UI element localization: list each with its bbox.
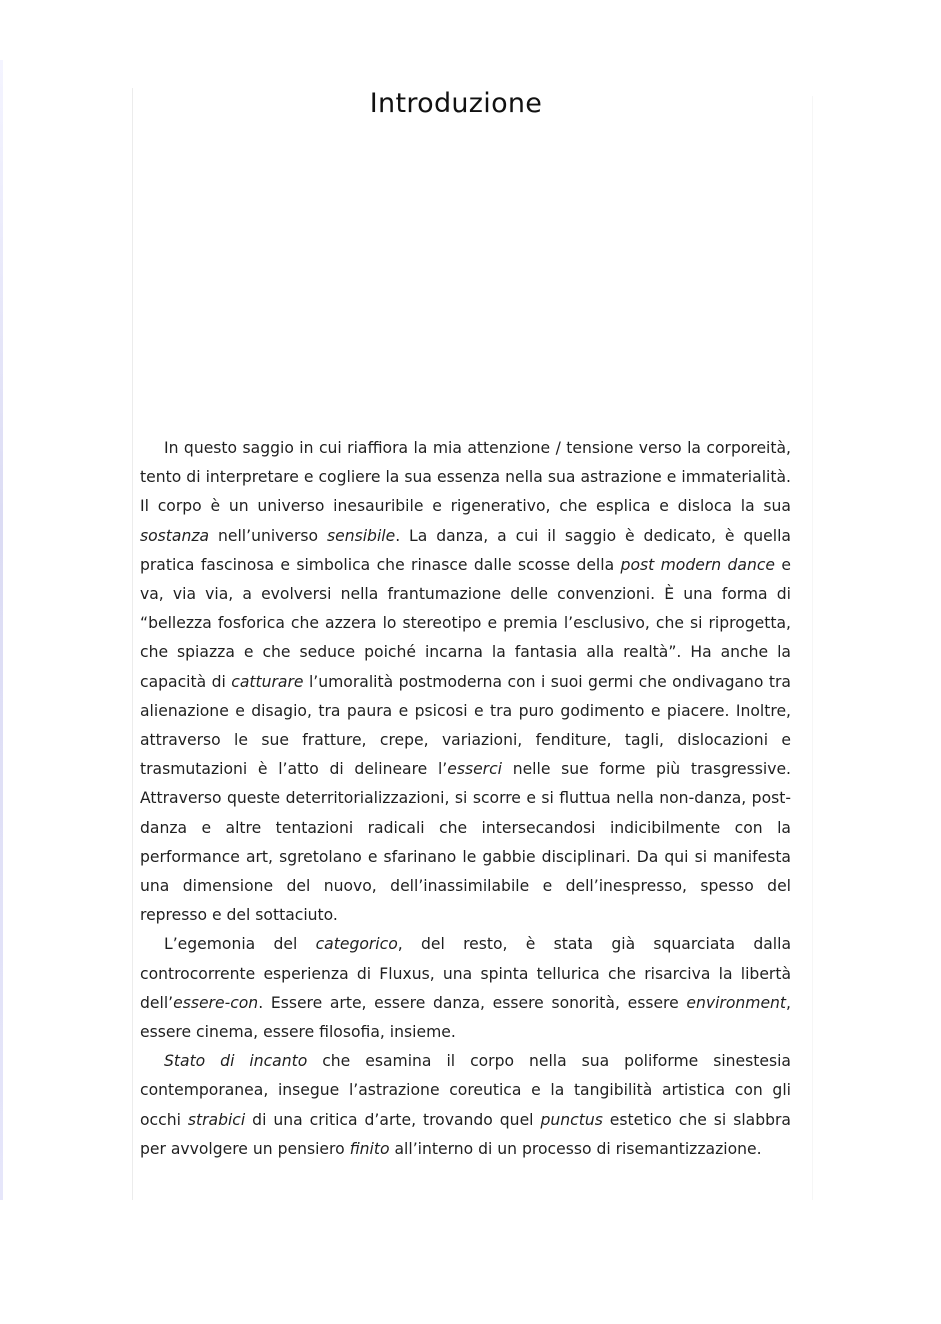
italic-run: categorico	[315, 935, 398, 954]
italic-run: catturare	[231, 672, 304, 691]
italic-run: essere-con	[173, 993, 259, 1012]
text-run: di una critica d’arte, trovando quel	[245, 1110, 541, 1129]
italic-run: post modern dance	[620, 555, 776, 574]
italic-run: sensibile	[326, 526, 396, 545]
page-left-edge	[0, 60, 3, 1200]
text-run: . La danza, a cui il saggio è dedicato, è quella pratica fascinosa e simbolica che rinasce dalle scosse della	[140, 526, 791, 574]
text-run: che esamina il corpo nella sua poliforme sinestesia contemporanea, insegue l’astrazione coreutica e la tangibilità artistica con gli occhi	[140, 1052, 791, 1129]
italic-run: environment	[686, 993, 787, 1012]
text-run: , essere cinema, essere filosofia, insieme.	[140, 993, 791, 1042]
italic-run: sostanza	[140, 526, 210, 545]
text-run: estetico che si slabbra per avvolgere un pensiero	[140, 1110, 791, 1158]
text-run: e va, via via, a evolversi nella frantumazione delle convenzioni. È una forma di “bellezza fosforica che azzera lo stereotipo e premia l’esclusivo, che si riprogetta, che spiazza e che seduce poiché incarna la fantasia alla realtà”. Ha anche la capacità di	[140, 555, 791, 691]
italic-run: punctus	[540, 1110, 603, 1129]
body-text	[140, 434, 791, 1164]
text-run: . Essere arte, essere danza, essere sonorità, essere	[258, 993, 687, 1012]
text-run: all’interno di un processo di risemantizzazione.	[389, 1139, 762, 1158]
page-margin-rule	[132, 88, 133, 1200]
paragraph	[140, 1047, 791, 1164]
italic-run: esserci	[447, 760, 503, 779]
paragraph	[140, 434, 791, 930]
page-title: Introduzione	[369, 88, 543, 119]
text-run: l’umoralità postmoderna con i suoi germi che ondivagano tra alienazione e disagio, tra paura e psicosi e tra puro godimento e piacere. Inoltre, attraverso le sue fratture, crepe, variazioni, fenditure, tagli, dislocazioni e trasmutazioni è l’atto di delineare l’	[140, 672, 791, 779]
text-run: nelle sue forme più trasgressive. Attraverso queste deterritorializzazioni, si scorre e si fluttua nella non-danza, post-danza e altre tentazioni radicali che intersecandosi indicibilmente con la performance art, sgretolano e sfarinano le gabbie disciplinari. Da qui si manifesta una dimensione del nuovo, dell’inassimilabile e dell’inespresso, spesso del represso e del sottaciuto.	[140, 760, 791, 925]
page-right-rule	[812, 96, 813, 1200]
paragraph	[140, 930, 791, 1047]
text-run: L’egemonia del	[164, 935, 316, 954]
text-run: , del resto, è stata già squarciata dalla controcorrente esperienza di Fluxus, una spinta tellurica che risarciva la libertà dell’	[140, 935, 791, 1012]
italic-run: finito	[349, 1139, 390, 1158]
text-run: nell’universo	[209, 526, 327, 545]
italic-run: Stato di incanto	[164, 1052, 308, 1071]
italic-run: strabici	[187, 1110, 246, 1129]
text-run: In questo saggio in cui riaffiora la mia attenzione / tensione verso la corporeità, tento di interpretare e cogliere la sua essenza nella sua astrazione e immaterialità. Il corpo è un universo inesauribile e rigenerativo, che esplica e disloca la sua	[140, 439, 791, 516]
